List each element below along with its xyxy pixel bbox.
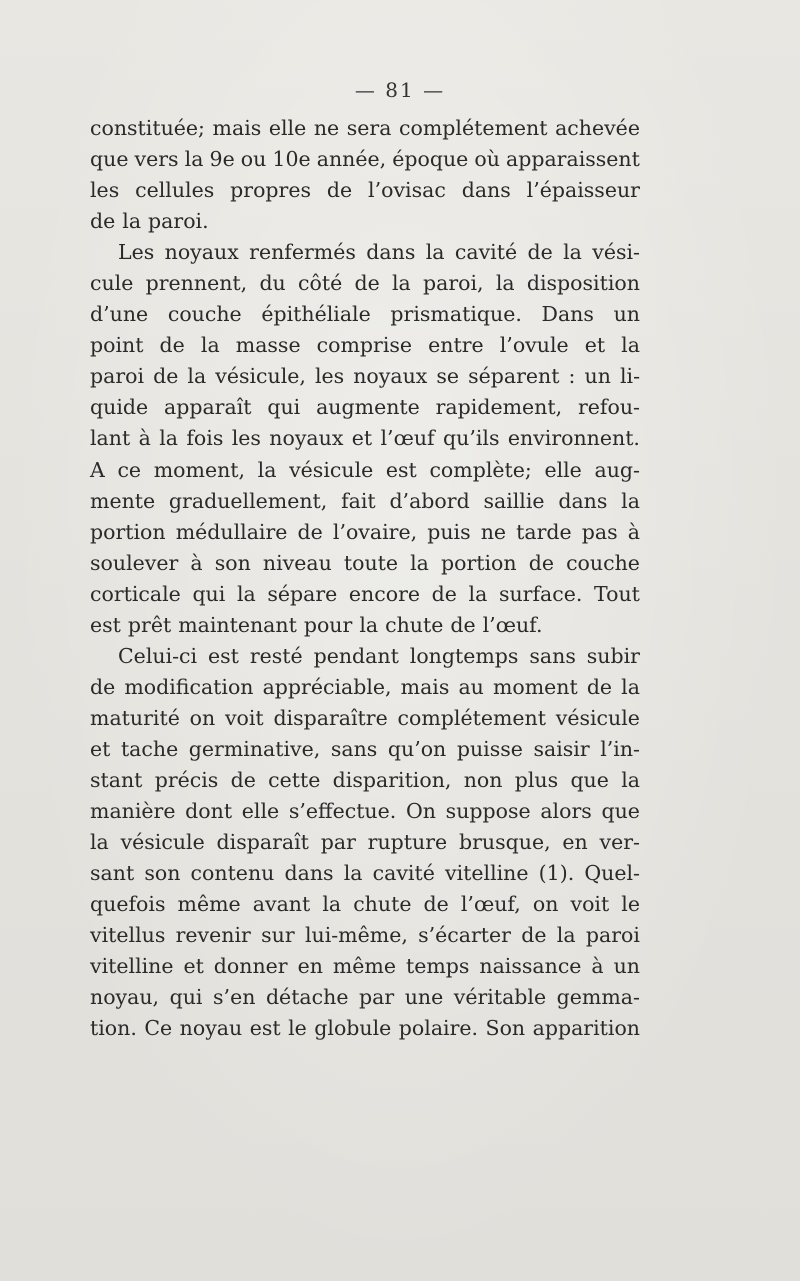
text-line: Celui-ci est resté pendant longtemps sans subir xyxy=(118,643,640,668)
text-line: et tache germinative, sans qu’on puisse saisir l’in- xyxy=(90,736,640,761)
text-line: les cellules propres de l’ovisac dans l’épaisseur xyxy=(90,178,640,203)
text-line: noyau, qui s’en détache par une véritable gemma- xyxy=(90,985,640,1010)
text-line: paroi de la vésicule, les noyaux se séparent : un li- xyxy=(90,364,640,389)
text-line: vitelline et donner en même temps naissance à un xyxy=(90,954,640,979)
text-line: sant son contenu dans la cavité vitelline (1). Quel- xyxy=(90,861,640,886)
text-line: soulever à son niveau toute la portion de couche xyxy=(90,550,640,575)
text-line: A ce moment, la vésicule est complète; elle aug- xyxy=(90,457,640,482)
text-line: Les noyaux renfermés dans la cavité de la vési- xyxy=(118,240,640,265)
text-line: que vers la 9e ou 10e année, époque où apparaissent xyxy=(90,147,640,172)
text-line: de la paroi. xyxy=(90,209,209,234)
text-line: maturité on voit disparaître complétement vésicule xyxy=(90,705,640,730)
text-line: tion. Ce noyau est le globule polaire. Son apparition xyxy=(90,1016,640,1041)
text-line: point de la masse comprise entre l’ovule et la xyxy=(90,333,640,358)
text-line: corticale qui la sépare encore de la surface. Tout xyxy=(90,581,640,606)
page-number: — 81 — xyxy=(354,78,446,102)
text-line: la vésicule disparaît par rupture brusque, en ver- xyxy=(90,830,640,855)
text-line: vitellus revenir sur lui-même, s’écarter de la paroi xyxy=(90,923,640,948)
text-line: portion médullaire de l’ovaire, puis ne tarde pas à xyxy=(90,519,640,544)
text-line: quefois même avant la chute de l’œuf, on voit le xyxy=(90,892,640,917)
text-line: cule prennent, du côté de la paroi, la disposition xyxy=(90,271,640,296)
text-line: d’une couche épithéliale prismatique. Dans un xyxy=(90,302,640,327)
text-line: mente graduellement, fait d’abord saillie dans la xyxy=(90,488,640,513)
text-line: est prêt maintenant pour la chute de l’œuf. xyxy=(90,612,543,637)
text-line: constituée; mais elle ne sera complétement achevée xyxy=(90,116,640,140)
text-line: stant précis de cette disparition, non plus que la xyxy=(90,767,640,792)
text-line: quide apparaît qui augmente rapidement, refou- xyxy=(90,395,640,420)
text-line: manière dont elle s’effectue. On suppose alors que xyxy=(90,799,640,824)
text-line: lant à la fois les noyaux et l’œuf qu’ils environnent. xyxy=(90,426,640,451)
text-line: de modification appréciable, mais au moment de la xyxy=(90,674,640,699)
body-text xyxy=(90,113,640,1044)
